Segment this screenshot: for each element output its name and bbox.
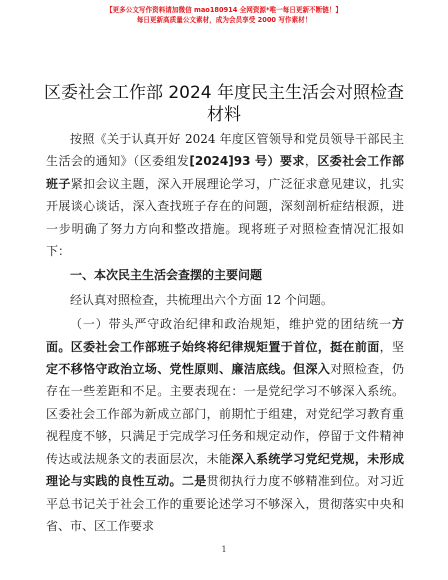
section-heading-1: 一、本次民主生活会查摆的主要问题 bbox=[70, 268, 263, 283]
point-1-bold-b: 定不移恪守政治立场、党性原则、廉洁底线。但深入 bbox=[46, 362, 331, 377]
promo-banner-line-2: 每日更新高质量公文素材，成为会员享受 2000 写作素材！ bbox=[136, 16, 312, 24]
point-1-bold-c: 深入系统学习党纪党规，未形成理论与实践的良性互动。二是 bbox=[46, 451, 404, 489]
intro-doc-number: [2024]93 号） bbox=[189, 154, 280, 169]
promo-banner-line-1: 【更多公文写作资料请加微信 mao180914 全网资源*唯一每日更新不断链！】 bbox=[105, 6, 343, 14]
document-body bbox=[46, 128, 404, 537]
page-number: 1 bbox=[221, 545, 227, 554]
point-1-text-d: 贯彻执行力度不够精准到位。对习近平总书记关于社会工作的重要论述学习不够深入，贯彻落实中央和省、市、区工作要求 bbox=[46, 474, 404, 533]
point-1-paragraph bbox=[46, 313, 404, 537]
document-title-line-1: 区委社会工作部 2024 年度民主生活会对照检查 bbox=[43, 83, 405, 103]
intro-paragraph bbox=[46, 128, 404, 262]
point-1-text-a: （一）带头严守政治纪律和政治规矩，维护党的团结统一 bbox=[70, 317, 392, 332]
intro-department: 区委社会工作部班子 bbox=[46, 154, 404, 191]
point-1-text-b: ，坚 bbox=[379, 339, 404, 354]
document-title-line-2: 材料 bbox=[207, 105, 241, 125]
point-1-bold-a: 方面。区委社会工作部班子始终将纪律规矩置于首位，挺在前面 bbox=[46, 317, 404, 354]
intro-comma: ， bbox=[304, 154, 318, 169]
intro-requirement: 要求 bbox=[279, 154, 305, 169]
intro-text: 按照《关于认真开好 2024 年度区管领导和党员领导干部民主生活会的通知》（区委组发 bbox=[46, 132, 404, 169]
intro-rest: 紧扣会议主题，深入开展理论学习，广泛征求意见建议，扎实开展谈心谈话，深入查找班子存在的问题，深刻剖析症结根源，进一步明确了努力方向和整改措施。现将班子对照检查情况汇报如下： bbox=[46, 176, 404, 259]
section-lead: 经认真对照检查，共梳理出六个方面 12 个问题。 bbox=[70, 292, 333, 307]
point-1-text-c: 对照检查，仍存在一些差距和不足。主要表现在：一是党纪学习不够深入系统。区委社会工作部为新成立部门，前期忙于组建，对党纪学习教育重视程度不够，只满足于完成学习任务和规定动作，停留于文件精神传达或法规条文的表面层次，未能 bbox=[46, 362, 404, 466]
